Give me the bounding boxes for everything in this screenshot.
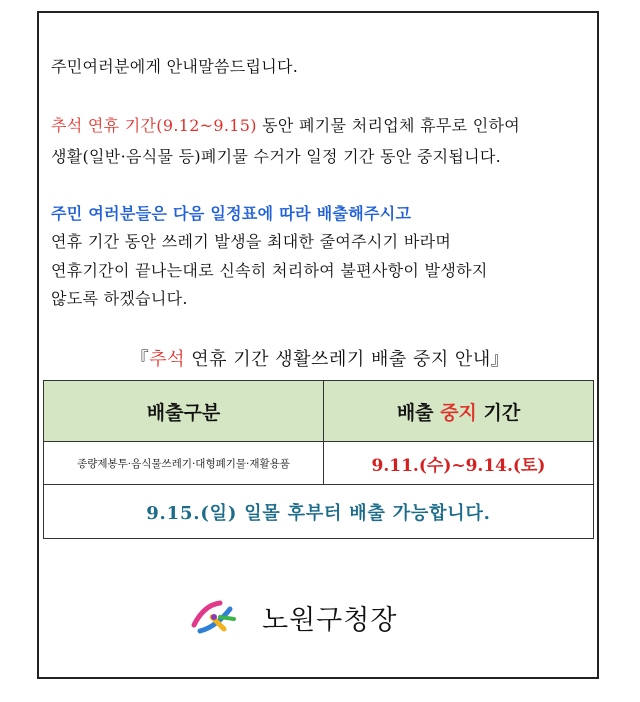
resume-notice-cell: 9.15.(일) 일몰 후부터 배출 가능합니다.: [44, 485, 594, 539]
header-category: 배출구분: [44, 381, 324, 442]
stop-period-cell: 9.11.(수)~9.14.(토): [324, 442, 594, 485]
table-header-row: [44, 381, 594, 442]
signature-block: [190, 597, 397, 637]
header-period-pre: 배출: [396, 401, 441, 424]
paragraph1-line2: 생활(일반·음식물 등)폐기물 수거가 일정 기간 동안 중지됩니다.: [51, 147, 502, 166]
greeting-text: 주민여러분에게 안내말씀드립니다.: [51, 57, 299, 76]
paragraph1-line1: [51, 113, 520, 136]
paragraph2-line1: 주민 여러분들은 다음 일정표에 따라 배출해주시고: [51, 204, 412, 223]
resume-row: [44, 485, 594, 539]
paragraph2-line4: 않도록 하겠습니다.: [51, 289, 188, 308]
signature-name: 노원구청장: [262, 604, 398, 636]
schedule-table: [43, 380, 594, 539]
nowon-logo-icon: [190, 597, 238, 637]
header-period-highlight: 중지: [440, 401, 477, 424]
waste-items-cell: 종량제봉투·음식물쓰레기·대형폐기물·재활용품: [44, 442, 324, 485]
holiday-period-highlight: 추석 연휴 기간(9.12~9.15): [51, 116, 257, 135]
notice-title: [0, 345, 640, 371]
title-open-bracket: 『: [130, 349, 150, 370]
title-rest: 연휴 기간 생활쓰레기 배출 중지 안내』: [185, 349, 510, 370]
paragraph1-line1-rest: 동안 폐기물 처리업체 휴무로 인하여: [256, 116, 521, 135]
paragraph2-line3: 연휴기간이 끝나는대로 신속히 처리하여 불편사항이 발생하지: [51, 261, 488, 280]
title-highlight: 추석: [149, 349, 186, 370]
table-row: [44, 442, 594, 485]
header-period: [324, 381, 594, 442]
header-period-post: 기간: [476, 401, 521, 424]
paragraph2-line2: 연휴 기간 동안 쓰레기 발생을 최대한 줄여주시기 바라며: [51, 232, 452, 251]
